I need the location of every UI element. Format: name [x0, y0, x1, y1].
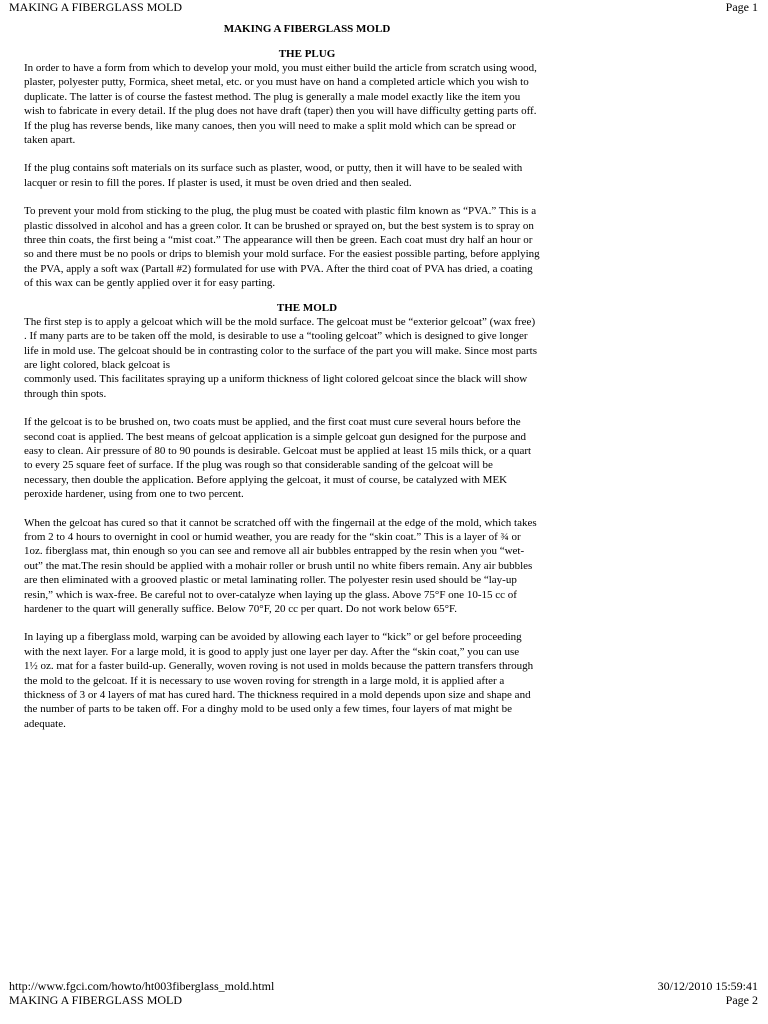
paragraph-line: 1oz. fiberglass mat, thin enough so you can see and remove all air bubbles entrapped by the resin when you “wet- [24, 545, 525, 558]
print-header-page-number-page2: Page 2 [725, 993, 758, 1007]
paragraph-line: necessary, then double the application. Before applying the gelcoat, it must of course, be catalyzed with MEK [24, 473, 508, 486]
paragraph-line: plaster, polyester putty, Formica, sheet metal, etc. or you must have on hand a completed article which you wish to [24, 76, 529, 89]
paragraph [24, 204, 590, 290]
paragraph-line: When the gelcoat has cured so that it cannot be scratched off with the fingernail at the edge of the mold, which takes [24, 516, 537, 529]
paragraph-line: through thin spots. [24, 387, 107, 400]
paragraph-line: the mold to the gelcoat. If it is necessary to use woven roving for strength in a large mold, it is applied after a [24, 674, 505, 687]
paragraph [24, 315, 590, 401]
paragraph-line: the number of parts to be taken off. For a dinghy mold to be used only a few times, four layers of mat might be [24, 703, 512, 716]
paragraph [24, 161, 590, 190]
paragraph-line: of this wax can be gently applied over it for easy parting. [24, 277, 276, 290]
paragraph-line: three thin coats, the first being a “mist coat.” The appearance will then be green. Each coat must dry half an hour or [24, 234, 533, 247]
paragraph-line: are light colored, black gelcoat is [24, 358, 170, 371]
paragraph-line: the PVA, apply a soft wax (Partall #2) formulated for use with PVA. After the third coat of PVA has dried, a coating [24, 262, 533, 275]
paragraph-line: wish to fabricate in every detail. If the plug does not have draft (taper) then you will have difficulty getting parts off. [24, 105, 537, 118]
paragraph-line: commonly used. This facilitates spraying up a uniform thickness of light colored gelcoat since the black will show [24, 373, 528, 386]
document-title: MAKING A FIBERGLASS MOLD [223, 23, 391, 35]
paragraph-line: are then eliminated with a grooved plastic or metal laminating roller. The polyester resin used should be “lay-up [24, 574, 517, 587]
paragraph-line: with the next layer. For a large mold, it is good to apply just one layer per day. After the “skin coat,” you can use [24, 645, 520, 658]
paragraph-line: peroxide hardener, using from one to two percent. [24, 488, 244, 501]
paragraph [24, 415, 590, 501]
paragraph-line: If the plug has reverse bends, like many canoes, then you will need to make a split mold which can be spread or [24, 119, 516, 132]
paragraph-line: In laying up a fiberglass mold, warping can be avoided by allowing each layer to “kick” or gel before proceeding [24, 631, 522, 644]
paragraph [24, 516, 590, 617]
paragraph-line: taken apart. [24, 134, 76, 147]
paragraph-line: duplicate. The latter is of course the fastest method. The plug is generally a male model exactly like the item you [24, 90, 521, 103]
section-heading-plug: THE PLUG [278, 48, 336, 60]
paragraph [24, 630, 590, 731]
paragraph-line: to every 25 square feet of surface. If the plug was rough so that considerable sanding of the gelcoat will be [24, 459, 493, 472]
print-header-page-number: Page 1 [725, 0, 758, 14]
print-footer-url: http://www.fgci.com/howto/ht003fiberglass_mold.html [9, 979, 275, 993]
paragraph-line: If the gelcoat is to be brushed on, two coats must be applied, and the first coat must cure several hours before the [24, 416, 521, 429]
document-body [24, 22, 590, 745]
paragraph-line: thickness of 3 or 4 layers of mat has cured hard. The thickness required in a mold depends upon size and shape and [24, 689, 531, 702]
paragraph-line: 1½ oz. mat for a faster build-up. Generally, woven roving is not used in molds because the pattern transfers through [24, 660, 534, 673]
paragraph-line: out” the mat.The resin should be applied with a mohair roller or brush until no white fibers remain. Any air bubbles [24, 559, 533, 572]
paragraph-line: . If many parts are to be taken off the mold, is desirable to use a “tooling gelcoat” which is designed to give longer [24, 330, 528, 343]
paragraph-line: If the plug contains soft materials on its surface such as plaster, wood, or putty, then it will have to be sealed with [24, 162, 523, 175]
paragraph-line: so and there must be no pools or drips to blemish your mold surface. For the easiest possible parting, before applying [24, 248, 540, 261]
paragraph [24, 61, 590, 147]
paragraph-line: To prevent your mold from sticking to the plug, the plug must be coated with plastic film known as “PVA.” This is a [24, 205, 537, 218]
paragraph-line: life in mold use. The gelcoat should be in contrasting color to the surface of the part you will make. Since most parts [24, 344, 538, 357]
section-heading-mold: THE MOLD [276, 301, 338, 314]
print-footer-timestamp: 30/12/2010 15:59:41 [657, 979, 758, 993]
paragraph-line: from 2 to 4 hours to overnight in cool or humid weather, you are ready for the “skin coat.” This is a layer of ¾ or [24, 530, 521, 543]
paragraph-line: second coat is applied. The best means of gelcoat application is a simple gelcoat gun designed for the purpose and [24, 430, 526, 443]
paragraph-line: In order to have a form from which to develop your mold, you must either build the article from scratch using wood, [24, 62, 537, 74]
paragraph-line: easy to clean. Air pressure of 80 to 90 pounds is desirable. Gelcoat must be applied at least 15 mils thick, or a quart [24, 444, 532, 457]
print-header-title: MAKING A FIBERGLASS MOLD [9, 0, 183, 14]
paragraph-line: resin,” which is wax-free. Be careful not to over-catalyze when laying up the glass. Above 75°F one 10-15 cc of [24, 588, 517, 601]
paragraph-line: adequate. [24, 717, 66, 730]
paragraph-line: The first step is to apply a gelcoat which will be the mold surface. The gelcoat must be “exterior gelcoat” (wax free) [24, 315, 536, 328]
paragraph-line: lacquer or resin to fill the pores. If plaster is used, it must be oven dried and then sealed. [24, 176, 412, 189]
paragraph-line: hardener to the quart will generally suffice. Below 70°F, 20 cc per quart. Do not work below 65°F. [24, 603, 457, 615]
print-header-title-page2: MAKING A FIBERGLASS MOLD [9, 993, 183, 1007]
paragraph-line: plastic dissolved in alcohol and has a green color. It can be brushed or sprayed on, but the best system is to spray on [24, 219, 534, 232]
